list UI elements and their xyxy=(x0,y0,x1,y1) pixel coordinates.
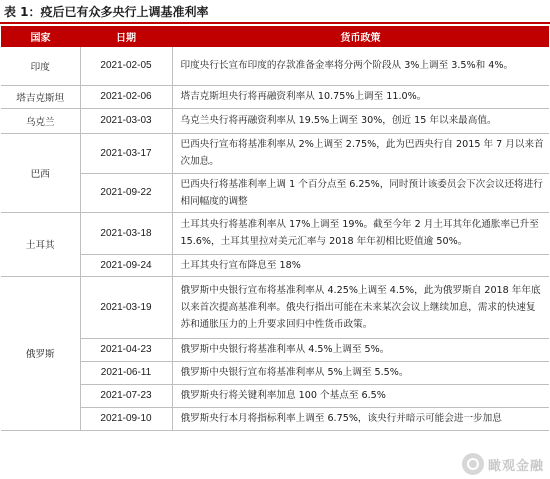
watermark xyxy=(462,453,544,475)
table-row xyxy=(1,338,549,361)
date-cell: 2021-07-23 xyxy=(80,384,172,407)
policy-cell: 俄罗斯中央银行宣布将基准利率从 4.25%上调至 4.5%，此为俄罗斯自 2018 年年底以来首次提高基准利率。俄央行指出可能在未来某次会议上继续加息，需求的快速复苏和通胀压力的上升要求回归中性货币政策。 xyxy=(172,276,549,338)
table-row xyxy=(1,133,549,173)
table-row xyxy=(1,108,549,133)
table-row xyxy=(1,407,549,430)
policy-cell: 塔吉克斯坦央行将再融资利率从 10.75%上调至 11.0%。 xyxy=(172,85,549,108)
date-cell: 2021-09-10 xyxy=(80,407,172,430)
watermark-text: 瞰观金融 xyxy=(487,458,544,474)
table-title: 表 1：疫后已有众多央行上调基准利率 xyxy=(4,5,209,19)
header-country: 国家 xyxy=(1,26,80,47)
table-row xyxy=(1,173,549,212)
table-row xyxy=(1,47,549,85)
policy-cell: 俄罗斯中央银行宣布将基准利率从 5%上调至 5.5%。 xyxy=(172,361,549,384)
date-cell: 2021-06-11 xyxy=(80,361,172,384)
date-cell: 2021-09-22 xyxy=(80,173,172,212)
policy-cell: 土耳其央行将基准利率从 17%上调至 19%。截至今年 2 月土耳其年化通胀率已升至 15.6%，土耳其里拉对美元汇率与 2018 年年初相比贬值逾 50%。 xyxy=(172,212,549,254)
date-cell: 2021-09-24 xyxy=(80,254,172,276)
country-cell: 乌克兰 xyxy=(1,108,80,133)
policy-cell: 俄罗斯央行将关键利率加息 100 个基点至 6.5% xyxy=(172,384,549,407)
policy-cell: 土耳其央行宣布降息至 18% xyxy=(172,254,549,276)
header-date: 日期 xyxy=(80,26,172,47)
table-row xyxy=(1,361,549,384)
date-cell: 2021-02-06 xyxy=(80,85,172,108)
policy-cell: 俄罗斯中央银行将基准利率从 4.5%上调至 5%。 xyxy=(172,338,549,361)
country-cell: 塔吉克斯坦 xyxy=(1,85,80,108)
table-row xyxy=(1,254,549,276)
rate-hike-table xyxy=(1,26,549,431)
policy-cell: 巴西央行将基准利率上调 1 个百分点至 6.25%，同时预计该委员会下次会议还将进行相同幅度的调整 xyxy=(172,173,549,212)
header-policy: 货币政策 xyxy=(172,26,549,47)
country-cell: 印度 xyxy=(1,47,80,85)
policy-cell: 印度央行长宣布印度的存款准备金率将分两个阶段从 3%上调至 3.5%和 4%。 xyxy=(172,47,549,85)
circle-logo-icon xyxy=(462,453,484,475)
table-row xyxy=(1,212,549,254)
country-cell: 巴西 xyxy=(1,133,80,212)
header-row xyxy=(1,26,549,47)
title-rule xyxy=(0,22,550,24)
policy-cell: 巴西央行宣布将基准利率从 2%上调至 2.75%，此为巴西央行自 2015 年 7 月以来首次加息。 xyxy=(172,133,549,173)
country-cell: 俄罗斯 xyxy=(1,276,80,430)
table-row xyxy=(1,85,549,108)
date-cell: 2021-04-23 xyxy=(80,338,172,361)
date-cell: 2021-03-19 xyxy=(80,276,172,338)
country-cell: 土耳其 xyxy=(1,212,80,276)
policy-cell: 乌克兰央行将再融资利率从 19.5%上调至 30%，创近 15 年以来最高值。 xyxy=(172,108,549,133)
date-cell: 2021-03-17 xyxy=(80,133,172,173)
date-cell: 2021-03-18 xyxy=(80,212,172,254)
table-row xyxy=(1,276,549,338)
date-cell: 2021-03-03 xyxy=(80,108,172,133)
policy-cell: 俄罗斯央行本月将指标利率上调至 6.75%，该央行并暗示可能会进一步加息 xyxy=(172,407,549,430)
table-row xyxy=(1,384,549,407)
date-cell: 2021-02-05 xyxy=(80,47,172,85)
